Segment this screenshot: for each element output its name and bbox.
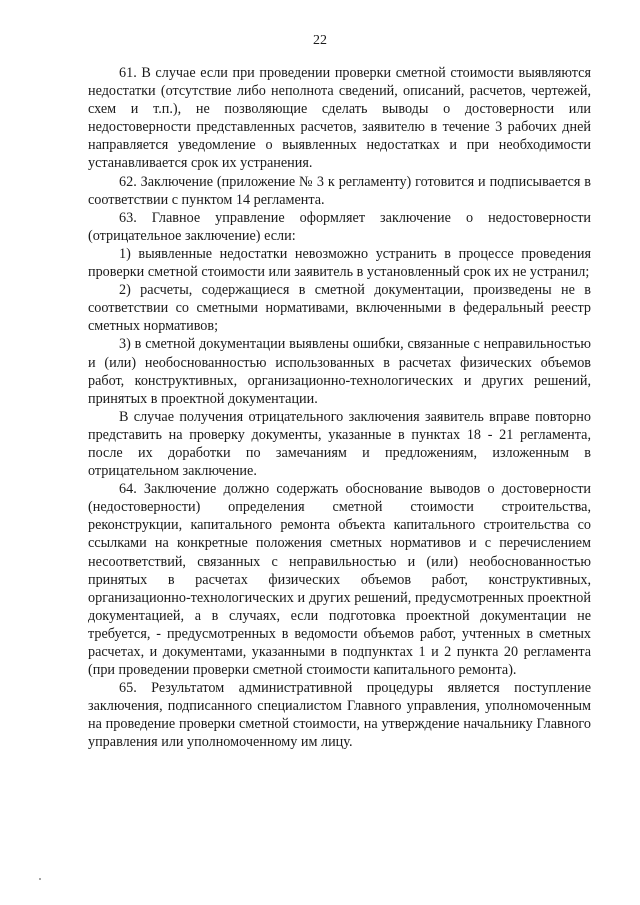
- paragraph-63-resubmission: В случае получения отрицательного заключения заявитель вправе повторно представить на проверку документы, указанные в пунктах 18 - 21 регламента, после их доработки по замечаниям и предложениям, изложенным в отрицательном заключение.: [88, 408, 591, 480]
- paragraph-63: 63. Главное управление оформляет заключение о недостоверности (отрицательное заключение) если:: [88, 209, 591, 244]
- paragraph-62: 62. Заключение (приложение № 3 к регламенту) готовится и подписывается в соответствии с пунктом 14 регламента.: [88, 173, 591, 208]
- paragraph-63-item-3: 3) в сметной документации выявлены ошибки, связанные с неправильностью и (или) необоснованностью использованных в расчетах физических объемов работ, конструктивных, организационно-технологических и других решений, принятых в проектной документации.: [88, 336, 591, 407]
- paragraph-64: 64. Заключение должно содержать обоснование выводов о достоверности (недостоверности) определения сметной стоимости строительства, реконструкции, капитального ремонта объекта капитального строительства со ссылками на конкретные положения сметных нормативов и с перечислением несоответствий, связанных с неправильностью и (или) необоснованностью принятых в расчетах физических объемов работ, конструктивных, организационно-технологических и других решений, предусмотренных проектной документацией, а в случаях, если подготовка проектной документации не требуется, - предусмотренных в ведомости объемов работ, учтенных в сметных расчетах, и документами, указанными в подпунктах 1 и 2 пункта 20 регламента (при проведении проверки сметной стоимости капитального ремонта).: [88, 481, 591, 679]
- paragraph-63-item-2: 2) расчеты, содержащиеся в сметной документации, произведены не в соответствии со сметными нормативами, включенными в федеральный реестр сметных нормативов;: [88, 282, 591, 335]
- paragraph-65: 65. Результатом административной процедуры является поступление заключения, подписанного специалистом Главного управления, уполномоченным на проведение проверки сметной стоимости, на утверждение начальнику Главного управления или уполномоченному им лицу.: [88, 680, 591, 751]
- page-number: 22: [313, 33, 327, 48]
- paragraph-61: 61. В случае если при проведении проверки сметной стоимости выявляются недостатки (отсутствие либо неполнота сведений, описаний, расчетов, чертежей, схем и т.п.), не позволяющие сделать выводы о достоверности или недостоверности представленных расчетов, заявителю в течение 3 рабочих дней направляется уведомление о выявленных недостатках и при необходимости устанавливается срок их устранения.: [88, 65, 591, 172]
- scan-speck: [39, 878, 41, 880]
- paragraph-63-item-1: 1) выявленные недостатки невозможно устранить в процессе проведения проверки сметной стоимости или заявитель в установленный срок их не устранил;: [88, 245, 591, 281]
- document-body: [88, 64, 591, 752]
